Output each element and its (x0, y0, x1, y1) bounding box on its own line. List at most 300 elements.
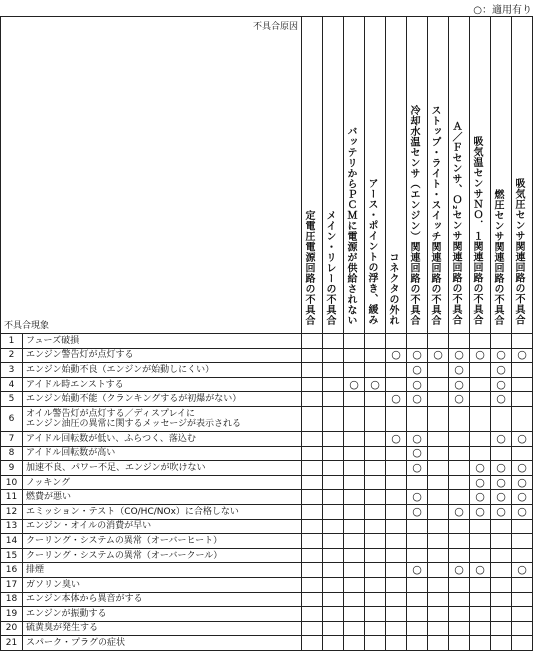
matrix-cell (344, 348, 365, 363)
matrix-cell (512, 392, 533, 407)
matrix-cell (428, 475, 449, 490)
matrix-cell (449, 636, 470, 651)
matrix-cell (512, 334, 533, 349)
matrix-cell (302, 406, 323, 431)
matrix-cell (386, 334, 407, 349)
matrix-cell (323, 636, 344, 651)
matrix-cell (428, 534, 449, 549)
matrix-cell (323, 363, 344, 378)
matrix-cell (407, 519, 428, 534)
matrix-cell (323, 348, 344, 363)
matrix-cell (470, 592, 491, 607)
row-number: 14 (1, 534, 23, 549)
matrix-cell (449, 490, 470, 505)
matrix-cell (365, 348, 386, 363)
matrix-cell (428, 548, 449, 563)
matrix-cell (407, 592, 428, 607)
matrix-cell (428, 490, 449, 505)
matrix-cell (428, 446, 449, 461)
applicable-mark: ○ (386, 392, 407, 407)
matrix-cell (407, 334, 428, 349)
symptom-label: スパーク・プラグの症状 (23, 636, 302, 651)
cause-column-header: 吸気圧センサ関連回路の不具合 (512, 17, 533, 334)
row-number: 12 (1, 504, 23, 519)
applicable-mark: ○ (407, 431, 428, 446)
table-row (1, 431, 533, 446)
legend: ○：適用有り (473, 5, 532, 16)
applicable-mark: ○ (407, 446, 428, 461)
applicable-mark: ○ (491, 461, 512, 476)
matrix-cell (365, 519, 386, 534)
matrix-cell (449, 431, 470, 446)
applicable-mark: ○ (407, 363, 428, 378)
matrix-cell (386, 534, 407, 549)
cause-column-header: 吸気温センサＮＯ．１関連回路の不具合 (470, 17, 491, 334)
matrix-cell (407, 577, 428, 592)
matrix-cell (407, 548, 428, 563)
cause-column-header: Ａ／Ｆセンサ、Ｏ₂センサ関連回路の不具合 (449, 17, 470, 334)
applicable-mark: ○ (407, 348, 428, 363)
applicable-mark: ○ (512, 563, 533, 578)
applicable-mark: ○ (386, 431, 407, 446)
applicable-mark: ○ (470, 563, 491, 578)
row-number: 6 (1, 406, 23, 431)
matrix-cell (512, 577, 533, 592)
row-number: 15 (1, 548, 23, 563)
matrix-cell (302, 446, 323, 461)
matrix-cell (344, 363, 365, 378)
symptom-label: アイドル回転数が低い、ふらつく、落込む (23, 431, 302, 446)
matrix-cell (302, 636, 323, 651)
corner-header-cell (1, 17, 302, 334)
matrix-cell (428, 607, 449, 622)
table-row (1, 490, 533, 505)
matrix-cell (407, 475, 428, 490)
applicable-mark: ○ (470, 461, 491, 476)
matrix-cell (428, 636, 449, 651)
matrix-cell (470, 519, 491, 534)
symptom-label: 排煙 (23, 563, 302, 578)
row-number: 18 (1, 592, 23, 607)
symptom-label: 加速不良、パワー不足、エンジンが吹けない (23, 461, 302, 476)
row-number: 3 (1, 363, 23, 378)
applicable-mark: ○ (512, 461, 533, 476)
symptom-label: アイドル時エンストする (23, 377, 302, 392)
matrix-cell (512, 592, 533, 607)
matrix-cell (407, 636, 428, 651)
matrix-cell (470, 406, 491, 431)
matrix-cell (386, 592, 407, 607)
applicable-mark: ○ (449, 563, 470, 578)
matrix-cell (512, 607, 533, 622)
applicable-mark: ○ (449, 363, 470, 378)
matrix-cell (386, 519, 407, 534)
matrix-cell (323, 592, 344, 607)
matrix-cell (407, 406, 428, 431)
matrix-cell (428, 392, 449, 407)
cause-column-header: バッテリからＰＣＭに電源が供給されない (344, 17, 365, 334)
matrix-cell (428, 563, 449, 578)
matrix-cell (491, 534, 512, 549)
row-number: 5 (1, 392, 23, 407)
matrix-cell (365, 392, 386, 407)
matrix-cell (386, 490, 407, 505)
table-row (1, 461, 533, 476)
matrix-cell (470, 636, 491, 651)
matrix-cell (365, 446, 386, 461)
matrix-cell (302, 392, 323, 407)
matrix-cell (491, 607, 512, 622)
matrix-cell (386, 548, 407, 563)
row-number: 11 (1, 490, 23, 505)
table-row (1, 563, 533, 578)
applicable-mark: ○ (407, 461, 428, 476)
symptom-label: 燃費が悪い (23, 490, 302, 505)
matrix-cell (344, 636, 365, 651)
matrix-cell (365, 548, 386, 563)
symptom-label: エンジン始動不良（エンジンが始動しにくい） (23, 363, 302, 378)
matrix-cell (365, 577, 386, 592)
matrix-cell (323, 475, 344, 490)
matrix-cell (302, 607, 323, 622)
symptom-label: クーリング・システムの異常（オーバーヒート） (23, 534, 302, 549)
matrix-body (1, 334, 533, 651)
table-row (1, 548, 533, 563)
table-row (1, 577, 533, 592)
matrix-cell (344, 607, 365, 622)
applicable-mark: ○ (449, 392, 470, 407)
applicable-mark: ○ (344, 377, 365, 392)
diagnosis-matrix-table (0, 16, 533, 651)
applicable-mark: ○ (449, 377, 470, 392)
row-number: 20 (1, 621, 23, 636)
matrix-cell (323, 504, 344, 519)
matrix-cell (344, 548, 365, 563)
matrix-cell (512, 363, 533, 378)
cause-column-header: 冷却水温センサ（エンジン）関連回路の不具合 (407, 17, 428, 334)
matrix-cell (386, 406, 407, 431)
matrix-cell (344, 519, 365, 534)
matrix-cell (428, 431, 449, 446)
matrix-cell (491, 592, 512, 607)
matrix-cell (323, 563, 344, 578)
matrix-cell (428, 461, 449, 476)
header-row (1, 17, 533, 334)
matrix-cell (344, 592, 365, 607)
matrix-cell (470, 607, 491, 622)
matrix-cell (428, 334, 449, 349)
table-row (1, 363, 533, 378)
matrix-cell (470, 431, 491, 446)
applicable-mark: ○ (407, 504, 428, 519)
matrix-cell (386, 563, 407, 578)
cause-column-header: コネクタの外れ (386, 17, 407, 334)
applicable-mark: ○ (491, 392, 512, 407)
table-row (1, 334, 533, 349)
row-number: 7 (1, 431, 23, 446)
matrix-cell (344, 504, 365, 519)
matrix-cell (428, 363, 449, 378)
matrix-cell (386, 363, 407, 378)
matrix-cell (302, 534, 323, 549)
matrix-cell (302, 334, 323, 349)
applicable-mark: ○ (491, 475, 512, 490)
matrix-cell (323, 490, 344, 505)
applicable-mark: ○ (428, 348, 449, 363)
matrix-cell (428, 406, 449, 431)
matrix-cell (344, 475, 365, 490)
matrix-cell (344, 563, 365, 578)
matrix-cell (323, 377, 344, 392)
matrix-cell (449, 446, 470, 461)
cause-header-label: 不具合原因 (252, 22, 298, 32)
applicable-mark: ○ (470, 475, 491, 490)
matrix-cell (365, 504, 386, 519)
applicable-mark: ○ (470, 348, 491, 363)
row-number: 10 (1, 475, 23, 490)
table-row (1, 504, 533, 519)
symptom-label: エンジン警告灯が点灯する (23, 348, 302, 363)
matrix-cell (512, 636, 533, 651)
applicable-mark: ○ (470, 504, 491, 519)
matrix-cell (449, 519, 470, 534)
matrix-cell (365, 607, 386, 622)
matrix-cell (302, 504, 323, 519)
applicable-mark: ○ (365, 377, 386, 392)
symptom-label: ノッキング (23, 475, 302, 490)
matrix-cell (428, 519, 449, 534)
symptom-label: 硫黄臭が発生する (23, 621, 302, 636)
applicable-mark: ○ (491, 348, 512, 363)
matrix-cell (512, 406, 533, 431)
applicable-mark: ○ (449, 504, 470, 519)
table-row (1, 636, 533, 651)
table-row (1, 377, 533, 392)
row-number: 8 (1, 446, 23, 461)
matrix-cell (386, 446, 407, 461)
matrix-cell (365, 461, 386, 476)
matrix-cell (407, 607, 428, 622)
matrix-cell (470, 577, 491, 592)
applicable-mark: ○ (512, 504, 533, 519)
matrix-cell (302, 363, 323, 378)
symptom-label: ガソリン臭い (23, 577, 302, 592)
matrix-cell (470, 548, 491, 563)
symptom-header-label: 不具合現象 (4, 321, 50, 331)
symptom-label: エミッション・テスト（CO/HC/NOx）に合格しない (23, 504, 302, 519)
matrix-cell (449, 548, 470, 563)
matrix-cell (512, 548, 533, 563)
matrix-cell (365, 406, 386, 431)
matrix-cell (386, 504, 407, 519)
applicable-mark: ○ (470, 490, 491, 505)
matrix-cell (449, 475, 470, 490)
matrix-cell (491, 446, 512, 461)
matrix-cell (449, 577, 470, 592)
matrix-cell (365, 334, 386, 349)
applicable-mark: ○ (491, 431, 512, 446)
matrix-cell (344, 577, 365, 592)
applicable-mark: ○ (512, 490, 533, 505)
matrix-cell (344, 406, 365, 431)
matrix-cell (365, 636, 386, 651)
matrix-cell (470, 377, 491, 392)
matrix-cell (323, 577, 344, 592)
matrix-cell (491, 519, 512, 534)
table-row (1, 519, 533, 534)
matrix-cell (344, 446, 365, 461)
matrix-cell (428, 377, 449, 392)
matrix-cell (365, 490, 386, 505)
matrix-cell (470, 334, 491, 349)
table-row (1, 475, 533, 490)
symptom-label: オイル警告灯が点灯する／ディスプレイに エンジン油圧の異常に関するメッセージが表示される (23, 406, 302, 431)
symptom-label: エンジン始動不能（クランキングするが初爆がない） (23, 392, 302, 407)
matrix-cell (302, 519, 323, 534)
applicable-mark: ○ (491, 363, 512, 378)
matrix-cell (449, 406, 470, 431)
matrix-cell (344, 490, 365, 505)
matrix-cell (302, 563, 323, 578)
row-number: 9 (1, 461, 23, 476)
table-row (1, 406, 533, 431)
matrix-cell (386, 377, 407, 392)
matrix-cell (365, 431, 386, 446)
matrix-cell (365, 592, 386, 607)
applicable-mark: ○ (407, 392, 428, 407)
matrix-cell (428, 504, 449, 519)
cause-column-header: ストップ・ライト・スイッチ関連回路の不具合 (428, 17, 449, 334)
applicable-mark: ○ (512, 431, 533, 446)
matrix-cell (449, 334, 470, 349)
matrix-cell (470, 392, 491, 407)
row-number: 13 (1, 519, 23, 534)
matrix-cell (344, 334, 365, 349)
cause-column-header: 定電圧電源回路の不具合 (302, 17, 323, 334)
matrix-cell (302, 377, 323, 392)
matrix-cell (365, 363, 386, 378)
matrix-cell (386, 475, 407, 490)
matrix-cell (491, 636, 512, 651)
matrix-cell (449, 534, 470, 549)
symptom-label: エンジン本体から異音がする (23, 592, 302, 607)
matrix-cell (302, 577, 323, 592)
applicable-mark: ○ (491, 490, 512, 505)
matrix-cell (491, 548, 512, 563)
matrix-cell (407, 534, 428, 549)
cause-column-header: 燃圧センサ関連回路の不具合 (491, 17, 512, 334)
row-number: 1 (1, 334, 23, 349)
applicable-mark: ○ (407, 490, 428, 505)
matrix-cell (449, 592, 470, 607)
row-number: 4 (1, 377, 23, 392)
matrix-cell (344, 534, 365, 549)
row-number: 16 (1, 563, 23, 578)
matrix-cell (302, 592, 323, 607)
matrix-cell (491, 334, 512, 349)
cause-column-header: メイン・リレーの不具合 (323, 17, 344, 334)
table-row (1, 348, 533, 363)
matrix-cell (344, 461, 365, 476)
cause-column-header: アース・ポイントの浮き、緩み (365, 17, 386, 334)
applicable-mark: ○ (449, 348, 470, 363)
applicable-mark: ○ (491, 377, 512, 392)
matrix-cell (512, 534, 533, 549)
matrix-cell (470, 446, 491, 461)
matrix-cell (323, 406, 344, 431)
symptom-label: アイドル回転数が高い (23, 446, 302, 461)
matrix-cell (428, 592, 449, 607)
matrix-cell (386, 461, 407, 476)
matrix-cell (512, 377, 533, 392)
matrix-cell (323, 446, 344, 461)
symptom-label: エンジン・オイルの消費が早い (23, 519, 302, 534)
row-number: 2 (1, 348, 23, 363)
applicable-mark: ○ (512, 475, 533, 490)
matrix-cell (302, 461, 323, 476)
matrix-cell (302, 475, 323, 490)
matrix-cell (512, 519, 533, 534)
matrix-cell (428, 577, 449, 592)
applicable-mark: ○ (407, 563, 428, 578)
row-number: 21 (1, 636, 23, 651)
matrix-cell (470, 534, 491, 549)
matrix-cell (323, 431, 344, 446)
matrix-cell (386, 636, 407, 651)
applicable-mark: ○ (491, 504, 512, 519)
matrix-cell (302, 548, 323, 563)
row-number: 19 (1, 607, 23, 622)
table-row (1, 592, 533, 607)
matrix-cell (449, 607, 470, 622)
matrix-cell (491, 406, 512, 431)
matrix-cell (386, 577, 407, 592)
matrix-cell (386, 607, 407, 622)
matrix-cell (470, 363, 491, 378)
applicable-mark: ○ (386, 348, 407, 363)
matrix-cell (344, 431, 365, 446)
matrix-cell (491, 577, 512, 592)
matrix-cell (323, 519, 344, 534)
matrix-cell (344, 392, 365, 407)
matrix-cell (323, 548, 344, 563)
symptom-label: クーリング・システムの異常（オーバークール） (23, 548, 302, 563)
matrix-cell (323, 607, 344, 622)
row-number: 17 (1, 577, 23, 592)
matrix-cell (491, 563, 512, 578)
table-row (1, 392, 533, 407)
table-row (1, 607, 533, 622)
matrix-cell (512, 446, 533, 461)
applicable-mark: ○ (407, 377, 428, 392)
matrix-cell (365, 475, 386, 490)
matrix-cell (323, 392, 344, 407)
matrix-cell (323, 461, 344, 476)
table-row (1, 534, 533, 549)
matrix-cell (302, 490, 323, 505)
table-row (1, 446, 533, 461)
matrix-cell (365, 563, 386, 578)
matrix-cell (323, 334, 344, 349)
applicable-mark: ○ (512, 348, 533, 363)
symptom-label: エンジンが振動する (23, 607, 302, 622)
matrix-cell (302, 431, 323, 446)
matrix-cell (449, 461, 470, 476)
symptom-label: フューズ破損 (23, 334, 302, 349)
matrix-cell (365, 534, 386, 549)
matrix-cell (323, 534, 344, 549)
matrix-cell (302, 348, 323, 363)
